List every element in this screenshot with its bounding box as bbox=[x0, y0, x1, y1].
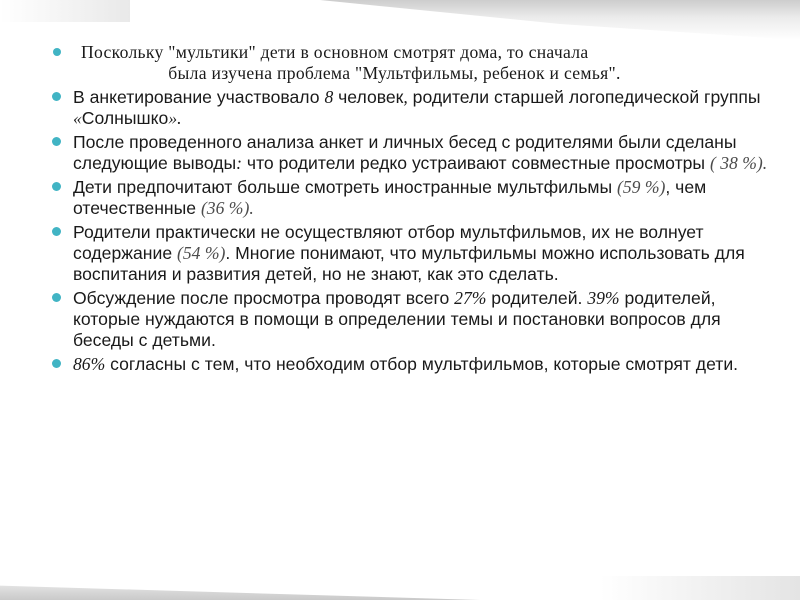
percent-domestic: (36 %). bbox=[200, 198, 254, 218]
bullet-list bbox=[52, 42, 768, 378]
bullet-4-text-a: Дети предпочитают больше смотреть иностранные мультфильмы bbox=[73, 177, 618, 197]
bullet-3-colon: : bbox=[236, 153, 243, 173]
bullet-item-1 bbox=[52, 42, 768, 84]
bullet-7-text: согласны с тем, что необходим отбор мультфильмов, которые смотрят дети. bbox=[105, 354, 739, 374]
bottom-right-decoration bbox=[600, 576, 800, 600]
percent-content: (54 %) bbox=[177, 243, 226, 263]
bullet-dot-icon bbox=[52, 92, 61, 101]
bullet-5-text-a: Родители практически не осуществляют отбор мультфильмов, их не волнует содержание bbox=[73, 222, 704, 263]
bullet-item-6 bbox=[52, 288, 768, 351]
percent-agree: 86% bbox=[73, 354, 106, 374]
bullet-item-7 bbox=[52, 354, 768, 375]
group-name: Солнышко bbox=[81, 108, 169, 128]
quote-open: « bbox=[73, 108, 82, 128]
bullet-5-text-b: . Многие понимают, что мультфильмы можно использовать для воспитания и развития детей, но не знают, как это сделать. bbox=[73, 243, 745, 284]
bullet-6-text-a: Обсуждение после просмотра проводят всего bbox=[73, 288, 455, 308]
top-left-decoration bbox=[0, 0, 130, 22]
bullet-2-text-a: В анкетирование участвовало bbox=[73, 87, 325, 107]
percent-discussion: 27% bbox=[454, 288, 487, 308]
bullet-dot-icon bbox=[52, 227, 61, 236]
bullet-2-text-c: родители старшей логопедической группы bbox=[407, 87, 761, 107]
bullet-2-text-b: человек bbox=[333, 87, 404, 107]
bullet-dot-icon bbox=[52, 359, 61, 368]
bullet-dot-icon bbox=[52, 293, 61, 302]
bullet-6-text-c: родителей, которые нуждаются в помощи в определении темы и постановки вопросов для беседы с детьми. bbox=[73, 288, 721, 350]
bullet-6-text-b: родителей. bbox=[486, 288, 588, 308]
bullet-item-3 bbox=[52, 132, 768, 174]
bullet-dot-icon bbox=[53, 48, 61, 56]
quote-close: ». bbox=[168, 108, 182, 128]
percent-need-help: 39% bbox=[587, 288, 620, 308]
bullet-item-4 bbox=[52, 177, 768, 219]
percent-joint-viewing: ( 38 %). bbox=[709, 153, 768, 173]
bullet-1-line-1: Поскольку "мультики" дети в основном смотрят дома, то сначала bbox=[81, 42, 589, 62]
bullet-3-text-b: что родители редко устраивают совместные просмотры bbox=[242, 153, 710, 173]
bullet-4-text-b: , чем отечественные bbox=[73, 177, 707, 218]
bullet-2-comma: , bbox=[403, 87, 408, 107]
participant-count: 8 bbox=[324, 87, 334, 107]
bullet-3-text-a: После проведенного анализа анкет и личных бесед с родителями были сделаны следующие выводы bbox=[73, 132, 737, 173]
bullet-item-2 bbox=[52, 87, 768, 129]
percent-foreign: (59 %) bbox=[617, 177, 666, 197]
bullet-dot-icon bbox=[52, 137, 61, 146]
bullet-dot-icon bbox=[52, 182, 61, 191]
bullet-1-line-2: была изучена проблема "Мультфильмы, ребенок и семья". bbox=[168, 63, 621, 83]
bullet-item-5 bbox=[52, 222, 768, 285]
